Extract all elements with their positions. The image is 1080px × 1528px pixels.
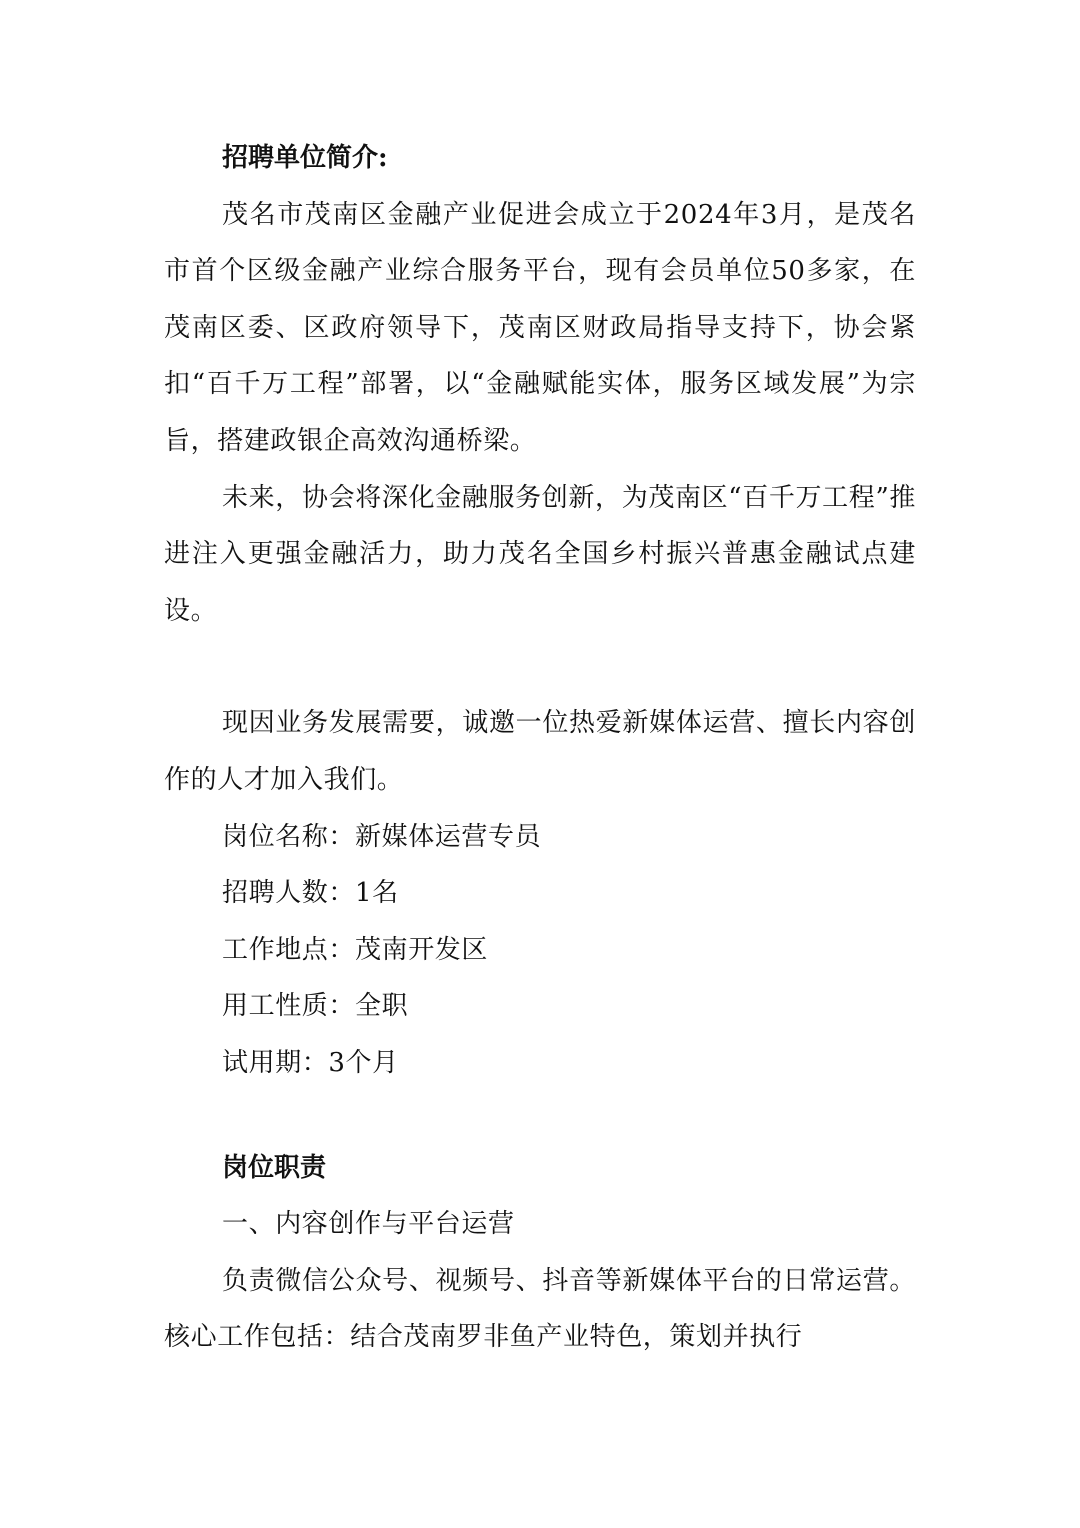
duties-subheading: 一、内容创作与平台运营 [222, 1209, 515, 1240]
employment-type-field: 用工性质：全职 [222, 991, 409, 1022]
headcount-field: 招聘人数：1名 [222, 878, 399, 909]
intro-heading: 招聘单位简介: [222, 143, 388, 173]
intro-paragraph-1: 茂名市茂南区金融产业促进会成立于2024年3月，是茂名市首个区级金融产业综合服务平台，现有会员单位50多家，在茂南区委、区政府领导下，茂南区财政局指导支持下，协会紧扣“百千万工程”部署，以“金融赋能实体，服务区域发展”为宗旨，搭建政银企高效沟通桥梁。 [164, 199, 916, 456]
intro-paragraph-2: 未来，协会将深化金融服务创新，为茂南区“百千万工程”推进注入更强金融活力，助力茂名全国乡村振兴普惠金融试点建设。 [164, 482, 916, 626]
probation-field: 试用期：3个月 [222, 1047, 399, 1078]
spacer [164, 639, 916, 695]
document-page [164, 130, 916, 1366]
recruit-invitation: 现因业务发展需要，诚邀一位热爱新媒体运营、擅长内容创作的人才加入我们。 [164, 708, 916, 795]
work-location-field: 工作地点：茂南开发区 [222, 934, 489, 965]
spacer [164, 1092, 916, 1140]
job-title-field: 岗位名称：新媒体运营专员 [222, 821, 542, 852]
duties-heading: 岗位职责 [222, 1152, 327, 1183]
duties-paragraph: 负责微信公众号、视频号、抖音等新媒体平台的日常运营。核心工作包括：结合茂南罗非鱼产业特色，策划并执行 [164, 1265, 916, 1353]
